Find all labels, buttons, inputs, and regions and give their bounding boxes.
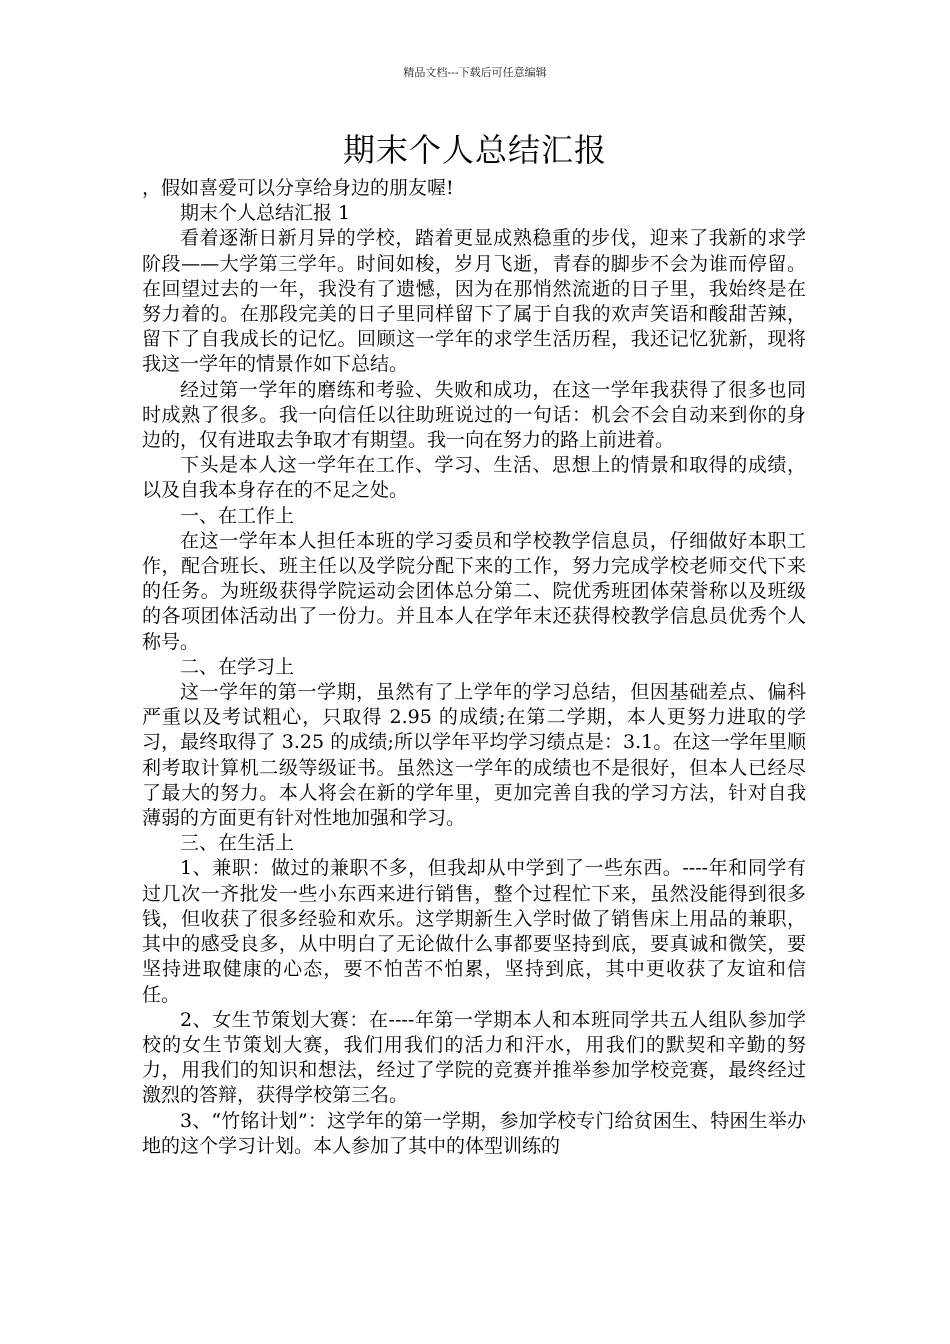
page-header-note: 精品文档---下载后可任意编辑	[403, 66, 547, 79]
paragraph-opening: 看着逐渐日新月异的学校，踏着更显成熟稳重的步伐，迎来了我新的求学阶段——大学第三学年。时间如梭，岁月飞逝，青春的脚步不会为谁而停留。在回望过去的一年，我没有了遗憾，因为在那悄然流逝的日子里，我始终是在努力着的。在那段完美的日子里同样留下了属于自我的欢声笑语和酸甜苦辣，留下了自我成长的记忆。回顾这一学年的求学生活历程，我还记忆犹新，现将我这一学年的情景作如下总结。	[142, 227, 806, 376]
paragraph-study: 这一学年的第一学期，虽然有了上学年的学习总结，但因基础差点、偏科严重以及考试粗心，只取得 2.95 的成绩;在第二学期，本人更努力进取的学习，最终取得了 3.25 的成绩;所以学年平均学习绩点是：3.1。在这一学年里顺利考取计算机二级等级证书。虽然这一学年的成绩也不是很好，但本人已经尽了最大的努力。本人将会在新的学年里，更加完善自我的学习方法，针对自我薄弱的方面更有针对性地加强和学习。	[142, 681, 806, 830]
paragraph-work: 在这一学年本人担任本班的学习委员和学校教学信息员，仔细做好本职工作，配合班长、班主任以及学院分配下来的工作，努力完成学校老师交代下来的任务。为班级获得学院运动会团体总分第二、院优秀班团体荣誉称以及班级的各项团体活动出了一份力。并且本人在学年末还获得校教学信息员优秀个人称号。	[142, 529, 806, 653]
paragraph-contest: 2、女生节策划大赛：在----年第一学期本人和本班同学共五人组队参加学校的女生节策划大赛，我们用我们的活力和汗水，用我们的默契和辛勤的努力，用我们的知识和想法，经过了学院的竞赛并推举参加学校竞赛，最终经过激烈的答辩，获得学校第三名。	[142, 1008, 806, 1107]
paragraph-overview: 下头是本人这一学年在工作、学习、生活、思想上的情景和取得的成绩，以及自我本身存在的不足之处。	[142, 454, 806, 502]
paragraph-program: 3、“竹铭计划”：这学年的第一学期，参加学校专门给贫困生、特困生举办地的这个学习计划。本人参加了其中的体型训练的	[142, 1109, 806, 1157]
paragraph-part-time: 1、兼职：做过的兼职不多，但我却从中学到了一些东西。----年和同学有过几次一齐批发一些小东西来进行销售，整个过程忙下来，虽然没能得到很多钱，但收获了很多经验和欢乐。这学期新生入学时做了销售床上用品的兼职，其中的感受良多，从中明白了无论做什么事都要坚持到底，要真诚和微笑，要坚持进取健康的心态，要不怕苦不怕累，坚持到底，其中更收获了友谊和信任。	[142, 857, 806, 1006]
section-heading-work: 一、在工作上	[180, 504, 295, 527]
section-heading-study: 二、在学习上	[180, 655, 295, 678]
intro-line: ，假如喜爱可以分享给身边的朋友喔!	[142, 177, 454, 199]
report-heading: 期末个人总结汇报 1	[180, 202, 351, 225]
document-body	[142, 176, 806, 1159]
document-title: 期末个人总结汇报	[342, 131, 607, 169]
paragraph-growth: 经过第一学年的磨练和考验、失败和成功，在这一学年我获得了很多也同时成熟了很多。我一向信任以往助班说过的一句话：机会不会自动来到你的身边的，仅有进取去争取才有期望。我一向在努力的路上前进着。	[142, 378, 806, 452]
section-heading-life: 三、在生活上	[180, 832, 295, 855]
